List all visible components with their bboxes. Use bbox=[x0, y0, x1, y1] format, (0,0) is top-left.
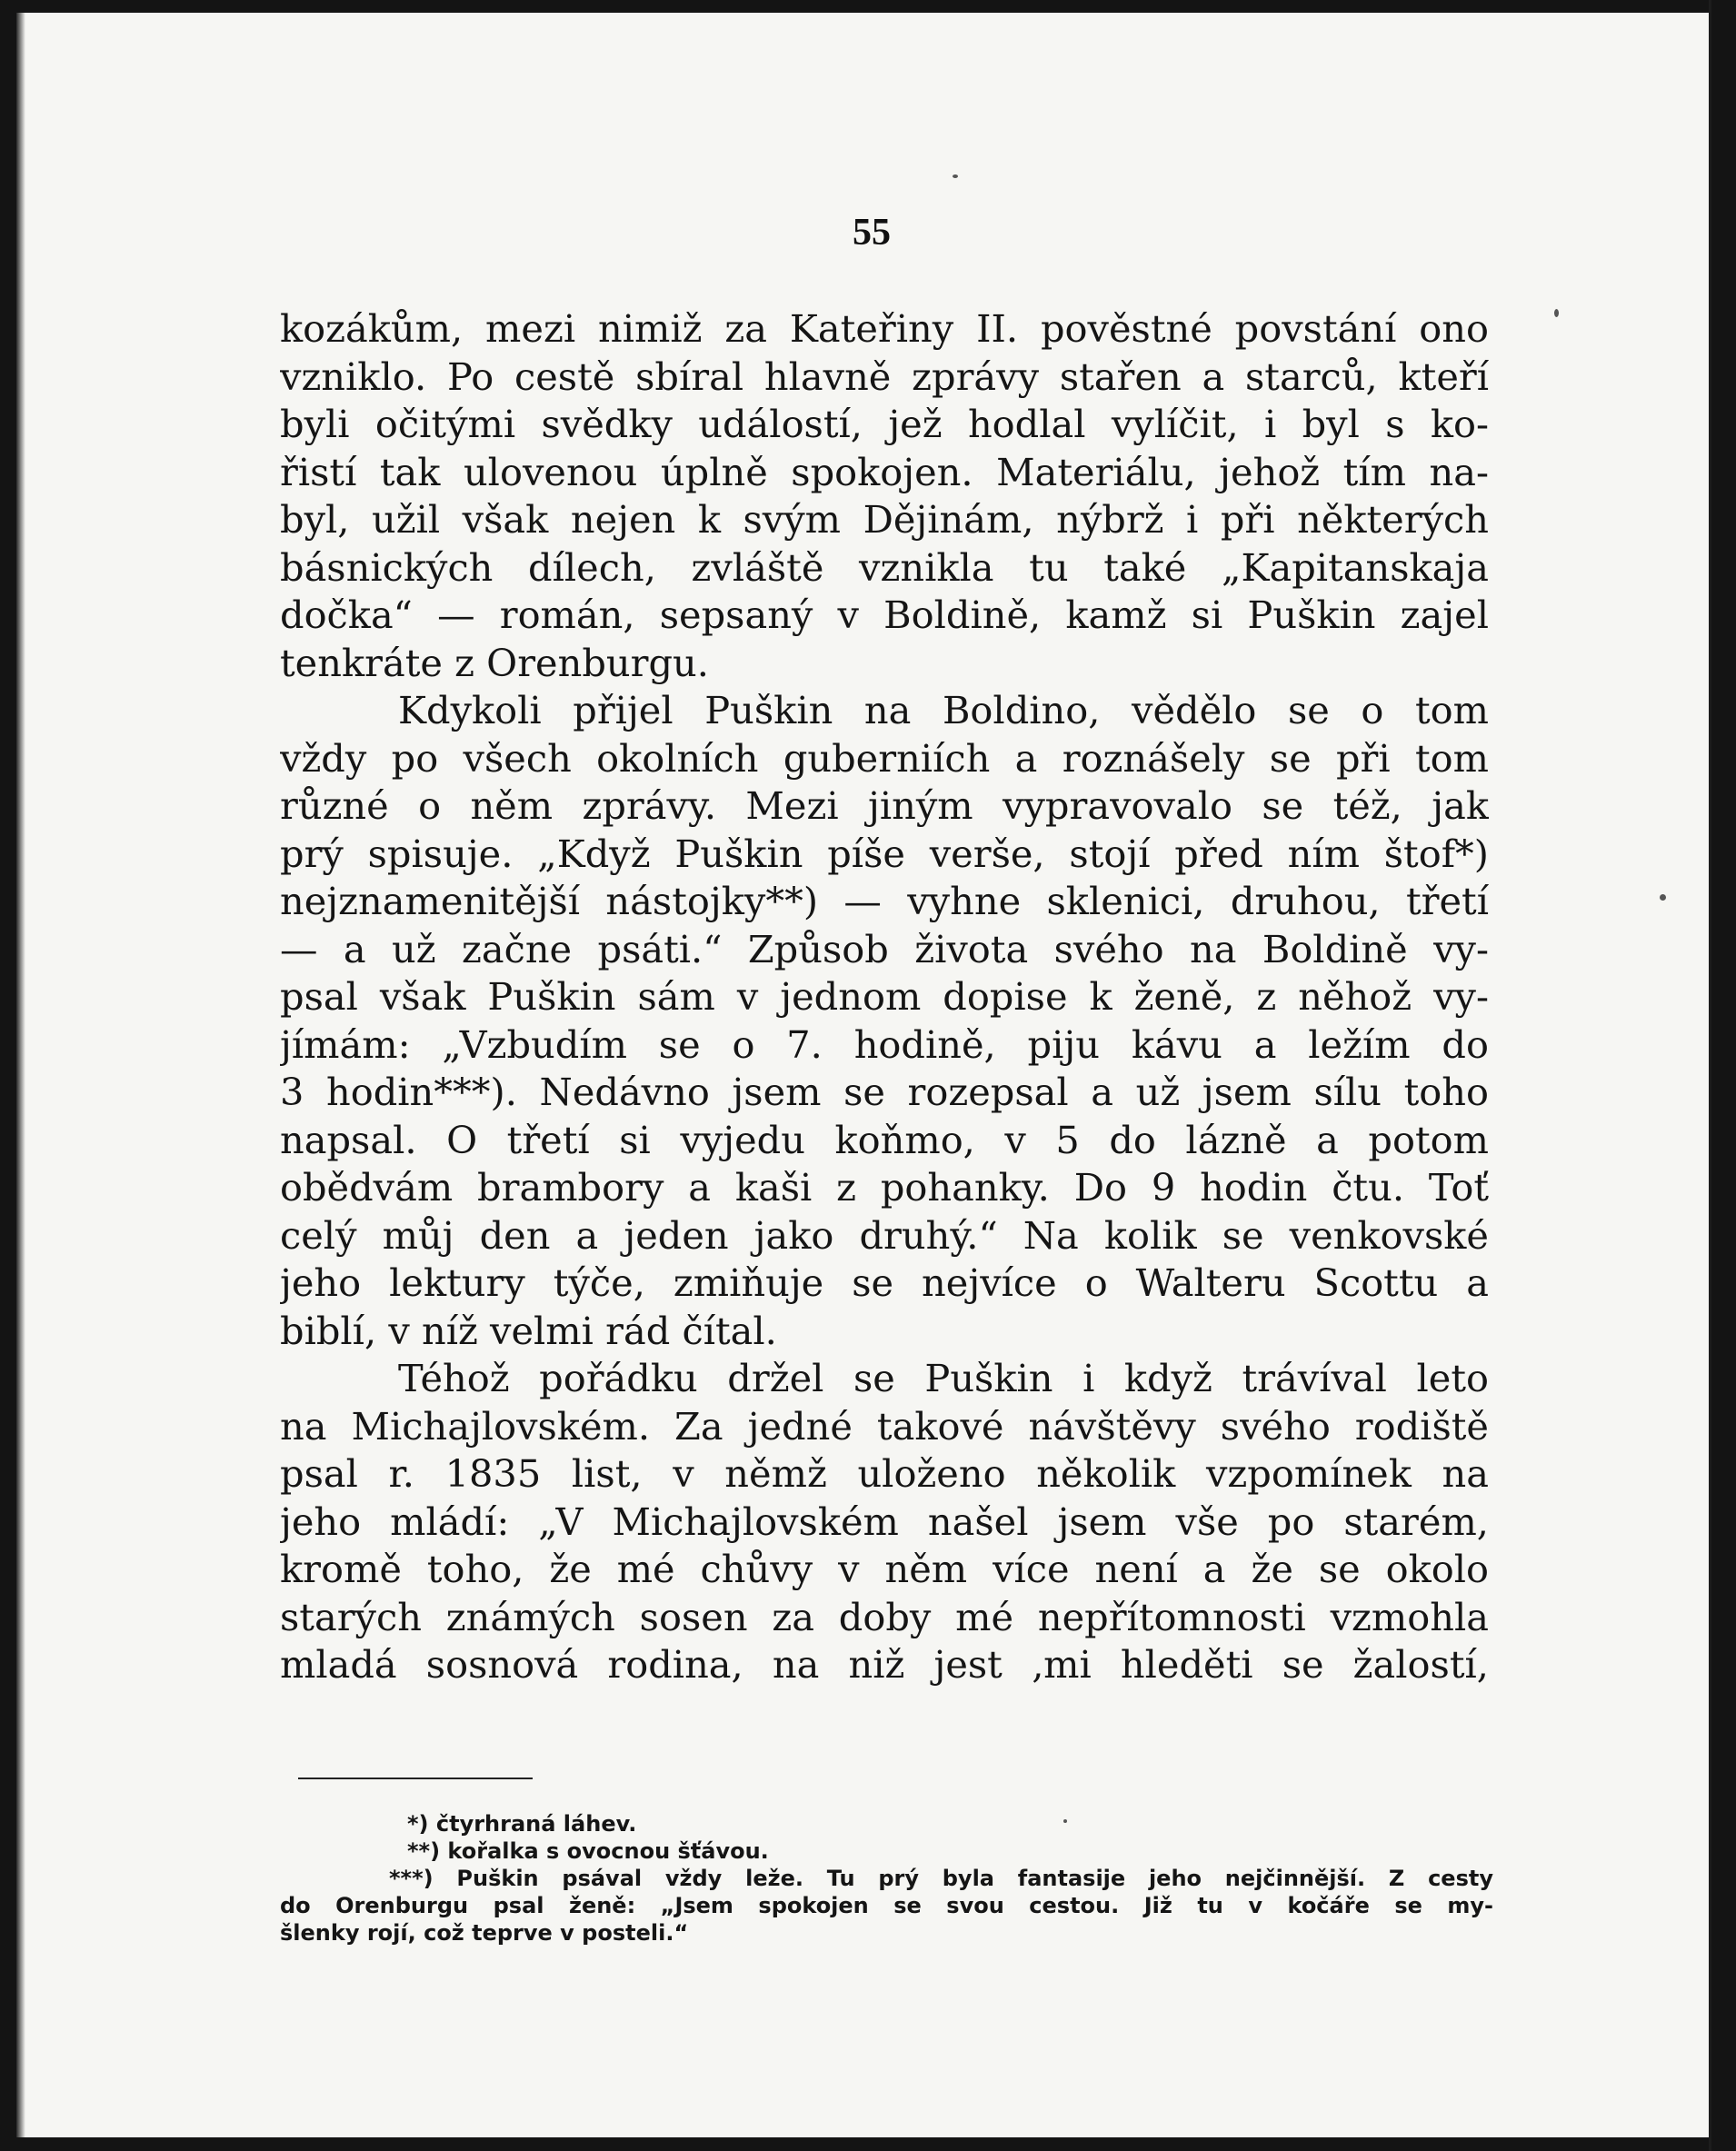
text-line: tenkráte z Orenburgu. bbox=[280, 640, 709, 685]
footnote-3-continued: do Orenburgu psal ženě: „Jsem spokojen se svou cestou. Již tu v kočáře se my- bbox=[280, 1893, 1493, 1918]
text-line: psal však Puškin sám v jednom dopise k ženě, z něhož vy- bbox=[280, 974, 1489, 1019]
paragraph-1 bbox=[280, 305, 1489, 687]
text-line: starých známých sosen za doby mé nepřítomnosti vzmohla bbox=[280, 1594, 1489, 1639]
body-text bbox=[280, 305, 1489, 1689]
footnote-2: **) kořalka s ovocnou šťávou. bbox=[407, 1838, 769, 1864]
text-line: Kdykoli přijel Puškin na Boldino, vědělo se o tom bbox=[398, 688, 1489, 732]
paper-speck bbox=[953, 174, 958, 178]
footnote-rule bbox=[298, 1778, 533, 1779]
text-line: básnických dílech, zvláště vznikla tu také „Kapitanskaja bbox=[280, 544, 1489, 590]
text-line: Téhož pořádku držel se Puškin i když trávíval leto bbox=[398, 1356, 1489, 1400]
book-page bbox=[16, 13, 1709, 2137]
text-line: kromě toho, že mé chůvy v něm více není a že se okolo bbox=[280, 1547, 1489, 1591]
text-line: kozákům, mezi nimiž za Kateřiny II. pověstné povstání ono bbox=[280, 306, 1489, 351]
footnote-3-continued: šlenky rojí, což teprve v posteli.“ bbox=[280, 1920, 689, 1946]
text-line: biblí, v níž velmi rád čítal. bbox=[280, 1308, 777, 1353]
footnotes bbox=[280, 1810, 1493, 1947]
text-line: na Michajlovském. Za jedné takové návštěvy svého rodiště bbox=[280, 1403, 1489, 1449]
paper-speck bbox=[1660, 894, 1666, 901]
paper-speck bbox=[1554, 309, 1559, 317]
book-spine-edge bbox=[1709, 0, 1711, 2151]
text-line: různé o něm zprávy. Mezi jiným vypravovalo se též, jak bbox=[280, 783, 1489, 828]
paper-speck bbox=[1063, 1819, 1067, 1823]
text-line: dočka“ — román, sepsaný v Boldině, kamž si Puškin zajel bbox=[280, 593, 1489, 637]
text-line: byl, užil však nejen k svým Dějinám, nýbrž i při některých bbox=[280, 497, 1489, 542]
text-line: — a už začne psáti.“ Způsob života svého na Boldině vy- bbox=[280, 926, 1489, 971]
text-line: 3 hodin***). Nedávno jsem se rozepsal a už jsem sílu toho bbox=[280, 1070, 1489, 1114]
text-line: psal r. 1835 list, v němž uloženo několik vzpomínek na bbox=[280, 1451, 1489, 1496]
text-line: nejznamenitější nástojky**) — vyhne sklenici, druhou, třetí bbox=[280, 879, 1489, 923]
text-line: jeho mládí: „V Michajlovském našel jsem vše po starém, bbox=[280, 1499, 1489, 1544]
text-line: byli očitými svědky událostí, jež hodlal vylíčit, i byl s ko- bbox=[280, 402, 1489, 446]
text-line: řistí tak ulovenou úplně spokojen. Materiálu, jehož tím na- bbox=[280, 449, 1489, 494]
text-line: jímám: „Vzbudím se o 7. hodině, piju kávu a ležím do bbox=[280, 1021, 1489, 1067]
footnote-1: *) čtyrhraná láhev. bbox=[407, 1811, 637, 1837]
text-line: celý můj den a jeden jako druhý.“ Na kolik se venkovské bbox=[280, 1212, 1489, 1258]
text-line: jeho lektury týče, zmiňuje se nejvíce o Walteru Scottu a bbox=[280, 1260, 1489, 1305]
text-line: mladá sosnová rodina, na niž jest ‚mi hleděti se žalostí, bbox=[280, 1642, 1489, 1687]
page-number: 55 bbox=[853, 212, 891, 254]
text-line: obědvám brambory a kaši z pohanky. Do 9 hodin čtu. Toť bbox=[280, 1165, 1489, 1210]
text-line: napsal. O třetí si vyjedu koňmo, v 5 do lázně a potom bbox=[280, 1117, 1489, 1162]
page-edge-shadow bbox=[16, 13, 25, 2137]
footnote-3: ***) Puškin psával vždy leže. Tu prý byla fantasije jeho nejčinnější. Z cesty bbox=[389, 1866, 1493, 1891]
paragraph-2 bbox=[280, 687, 1489, 1355]
text-line: prý spisuje. „Když Puškin píše verše, stojí před ním štof*) bbox=[280, 831, 1489, 876]
text-line: vzniklo. Po cestě sbíral hlavně zprávy stařen a starců, kteří bbox=[280, 354, 1489, 399]
text-line: vždy po všech okolních guberniích a roznášely se při tom bbox=[280, 735, 1489, 781]
paragraph-3 bbox=[280, 1355, 1489, 1689]
